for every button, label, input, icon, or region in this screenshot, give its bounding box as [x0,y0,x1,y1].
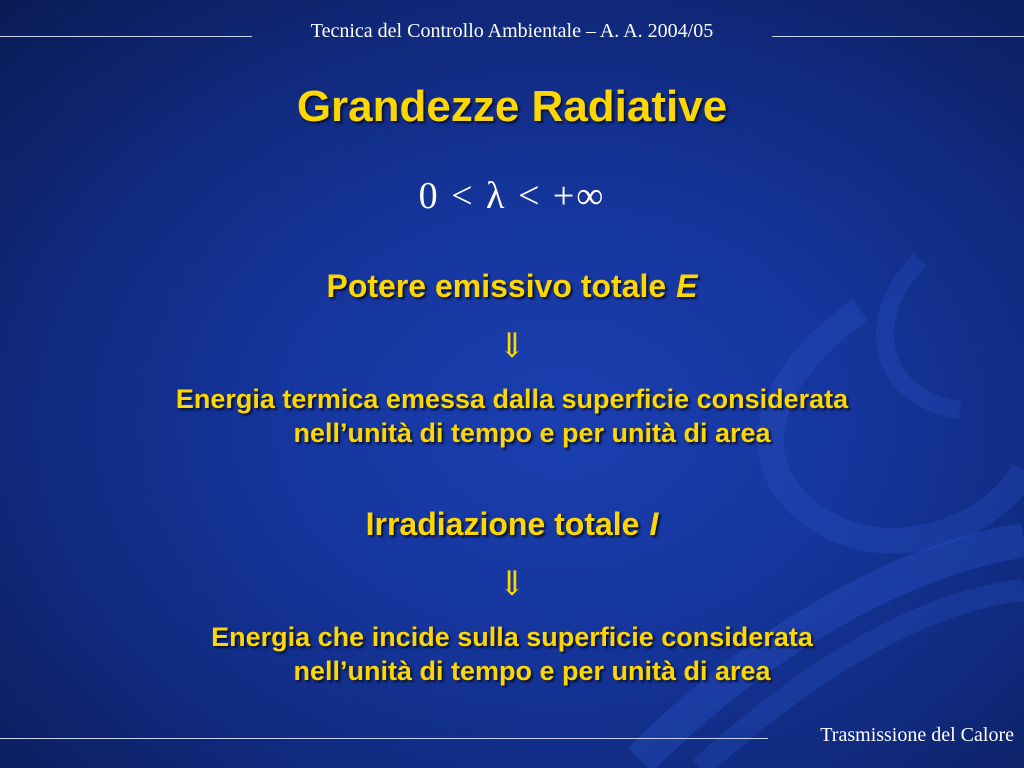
footer-rule [0,738,768,739]
footer-topic-label: Trasmissione del Calore [820,724,1014,746]
section-heading-irradiation [0,506,1024,543]
section-description-emissive-power [0,382,1024,450]
slide-title: Grandezze Radiative [296,82,728,131]
header-course-label [0,20,1024,43]
down-double-arrow-icon: ⇓ [497,564,527,604]
description-line-1: Energia che incide sulla superficie considerata [211,622,813,652]
header-course-text: Tecnica del Controllo Ambientale – A. A. 2004/05 [310,20,714,42]
section-description-irradiation [0,620,1024,688]
description-line-1: Energia termica emessa dalla superficie considerata [175,384,849,414]
section-heading-text: Potere emissivo totale [326,268,667,304]
wavelength-range-formula: 0 < λ < +∞ [418,175,606,217]
description-line-2: nell’unità di tempo e per unità di area [293,418,771,448]
section-symbol: E [676,268,698,304]
section-heading-text: Irradiazione totale [365,506,640,542]
description-line-2: nell’unità di tempo e per unità di area [293,656,771,686]
section-heading-emissive-power [0,268,1024,305]
section-symbol: I [649,506,659,542]
down-double-arrow-icon: ⇓ [497,326,527,366]
